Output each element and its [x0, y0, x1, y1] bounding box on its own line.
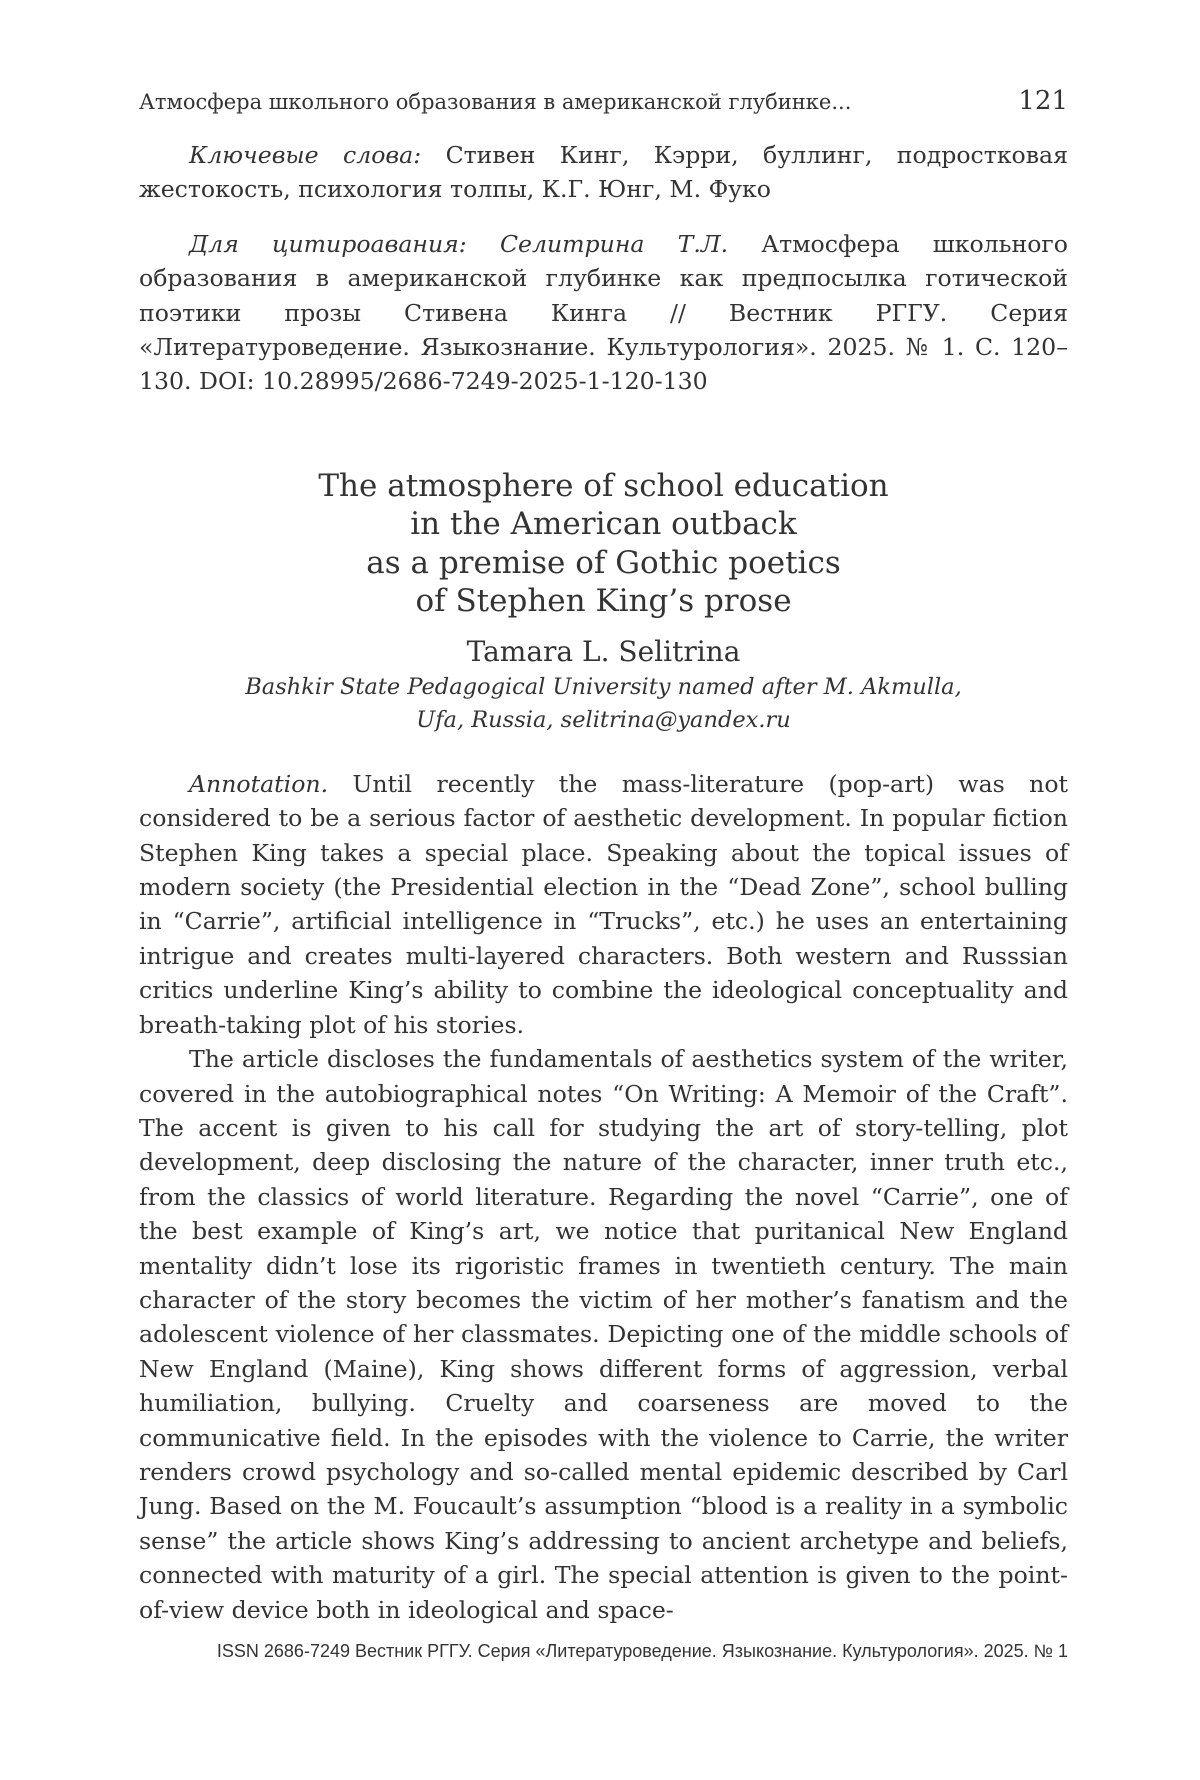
title-line: The atmosphere of school education	[139, 467, 1068, 506]
citation-label: Для цитироавания: Селитрина Т.Л.	[189, 230, 728, 258]
author-affiliation	[139, 671, 1068, 737]
citation-text: Атмосфера школьного образования в американской глубинке как предпосылка готической поэтики прозы Стивена Кинга // Вестник РГГУ. Серия «Литературоведение. Языкознание. Культурология». 2025. № 1. С. 120–130. DOI: 10.28995/2686-7249-2025-1-120-130	[139, 230, 1068, 396]
affiliation-line: Ufa, Russia, selitrina@yandex.ru	[139, 704, 1068, 737]
title-line: as a premise of Gothic poetics	[139, 544, 1068, 583]
annotation-paragraph-2: The article discloses the fundamentals of aesthetics system of the writer, covered in the autobiographical notes “On Writing: A Memoir of the Craft”. The accent is given to his call for studying the art of story-telling, plot development, deep disclosing the nature of the character, inner truth etc., from the classics of world literature. Regarding the novel “Carrie”, one of the best example of King’s art, we notice that puritanical New England mentality didn’t lose its rigoristic frames in twentieth century. The main character of the story becomes the victim of her mother’s fanatism and the adolescent violence of her classmates. Depicting one of the middle schools of New England (Maine), King shows different forms of aggression, verbal humiliation, bullying. Cruelty and coarseness are moved to the communicative field. In the episodes with the violence to Carrie, the writer renders crowd psychology and so-called mental epidemic described by Carl Jung. Based on the M. Foucault’s assumption “blood is a reality in a symbolic sense” the article shows King’s addressing to ancient archetype and beliefs, connected with maturity of a girl. The special attention is given to the point-of-view device both in ideological and space-	[139, 1042, 1068, 1627]
annotation-text: Until recently the mass-literature (pop-art) was not considered to be a serious factor of aesthetic development. In popular fiction Stephen King takes a special place. Speaking about the topical issues of modern society (the Presidential election in the “Dead Zone”, school bulling in “Carrie”, artificial intelligence in “Trucks”, etc.) he uses an entertaining intrigue and creates multi-layered characters. Both western and Russsian critics underline King’s ability to combine the ideological conceptuality and breath-taking plot of his stories.	[139, 770, 1068, 1039]
annotation-paragraph	[139, 767, 1068, 1042]
running-head	[139, 86, 1068, 126]
keywords-text: Стивен Кинг, Кэрри, буллинг, подростковая жестокость, психология толпы, К.Г. Юнг, М. Фуко	[139, 141, 1068, 203]
annotation-label: Annotation.	[189, 770, 328, 798]
journal-page	[0, 0, 1200, 1780]
title-line: of Stephen King’s prose	[139, 582, 1068, 621]
citation-paragraph	[139, 227, 1068, 399]
article-title	[139, 467, 1068, 621]
author-name: Tamara L. Selitrina	[139, 633, 1068, 671]
page-content	[139, 86, 1068, 1627]
page-number: 121	[1018, 86, 1068, 116]
title-line: in the American outback	[139, 505, 1068, 544]
running-title: Атмосфера школьного образования в американской глубинке...	[139, 87, 851, 117]
affiliation-line: Bashkir State Pedagogical University named after M. Akmulla,	[139, 671, 1068, 704]
keywords-label: Ключевые слова:	[189, 141, 421, 169]
keywords-paragraph	[139, 138, 1068, 207]
page-footer: ISSN 2686-7249 Вестник РГГУ. Серия «Литературоведение. Языкознание. Культурология». 2025. № 1	[139, 1638, 1068, 1664]
